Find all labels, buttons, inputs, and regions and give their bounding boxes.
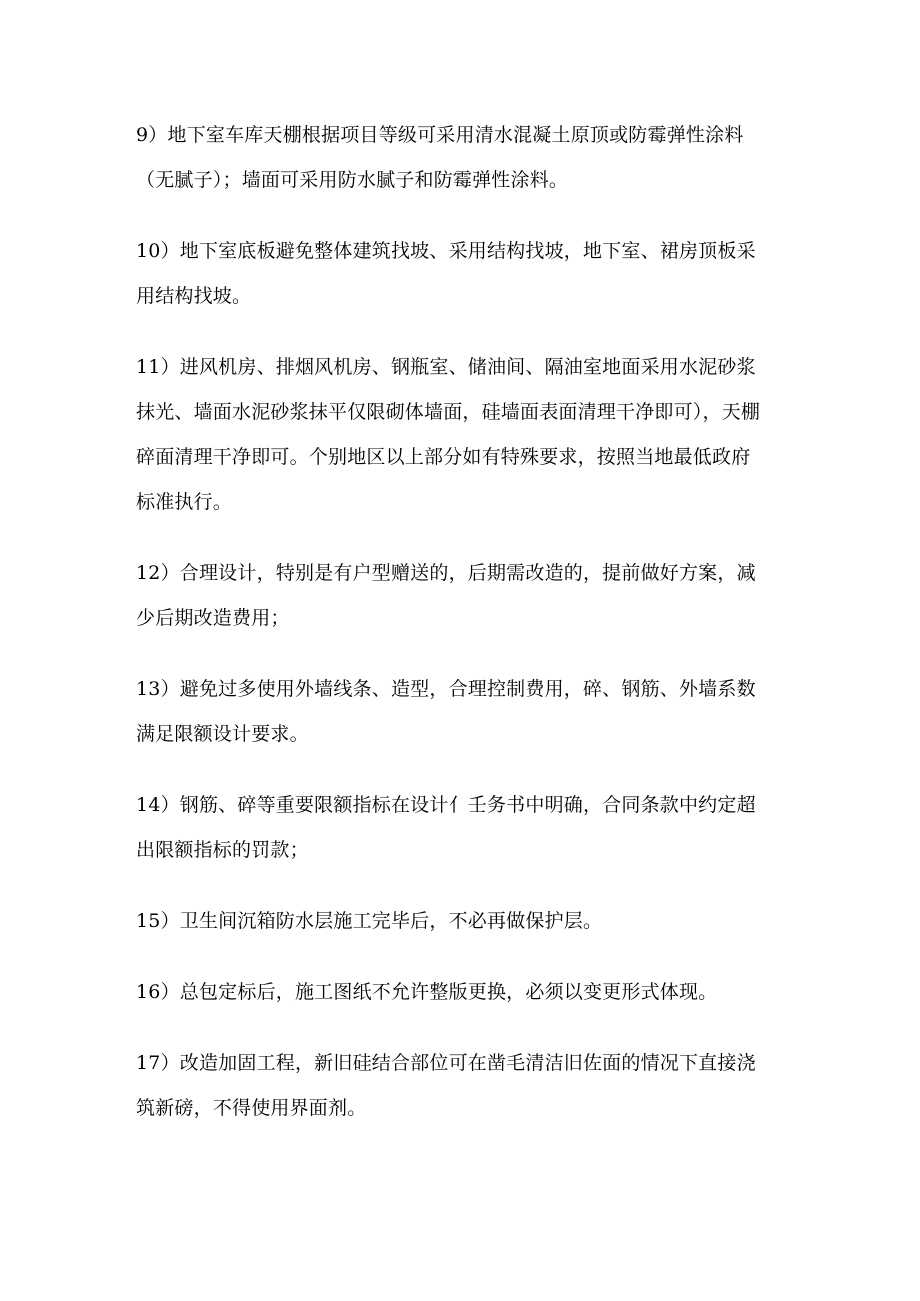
paragraph-line: （无腻子）；墙面可采用防水腻子和防霉弹性涂料。 <box>136 169 569 191</box>
list-item-11 <box>136 345 786 525</box>
paragraph-line: 14）钢筋、碎等重要限额指标在设计亻壬务书中明确，合同条款中约定超 <box>136 794 756 816</box>
paragraph-line: 标准执行。 <box>136 491 233 513</box>
paragraph-line: 17）改造加固工程，新旧硅结合部位可在凿毛清洁旧佐面的情况下直接浇 <box>136 1052 756 1074</box>
paragraph-line: 出限额指标的罚款； <box>136 839 309 861</box>
list-item-9 <box>136 113 786 203</box>
paragraph-gap <box>136 944 786 970</box>
list-item-15 <box>136 899 786 944</box>
paragraph-line: 10）地下室底板避免整体建筑找坡、采用结构找坡，地下室、裙房顶板采 <box>136 240 756 262</box>
paragraph-gap <box>136 203 786 229</box>
paragraph-gap <box>136 319 786 345</box>
paragraph-gap <box>136 1015 786 1041</box>
list-item-16 <box>136 970 786 1015</box>
paragraph-line: 满足限额设计要求。 <box>136 723 309 745</box>
paragraph-line: 15）卫生间沉箱防水层施工完毕后，不必再做保护层。 <box>136 910 603 932</box>
paragraph-gap <box>136 757 786 783</box>
paragraph-line: 13）避免过多使用外墙线条、造型，合理控制费用，碎、钢筋、外墙系数 <box>136 678 756 700</box>
list-item-17 <box>136 1041 786 1131</box>
paragraph-gap <box>136 873 786 899</box>
paragraph-line: 12）合理设计，特别是有户型赠送的，后期需改造的，提前做好方案，减 <box>136 562 756 584</box>
list-item-10 <box>136 229 786 319</box>
paragraph-line: 11）进风机房、排烟风机房、钢瓶室、储油间、隔油室地面采用水泥砂浆 <box>136 356 756 378</box>
list-item-13 <box>136 667 786 757</box>
paragraph-line: 9）地下室车库天棚根据项目等级可采用清水混凝土原顶或防霉弹性涂料 <box>136 124 744 146</box>
paragraph-line: 用结构找坡。 <box>136 285 252 307</box>
paragraph-line: 少后期改造费用； <box>136 607 290 629</box>
list-item-12 <box>136 551 786 641</box>
paragraph-line: 抹光、墙面水泥砂浆抹平仅限砌体墙面，硅墙面表面清理干净即可），天棚 <box>136 401 761 423</box>
paragraph-line: 16）总包定标后，施工图纸不允许整版更换，必须以变更形式体现。 <box>136 981 718 1003</box>
paragraph-line: 筑新磅，不得使用界面剂。 <box>136 1097 367 1119</box>
paragraph-line: 碎面清理干净即可。个别地区以上部分如有特殊要求，按照当地最低政府 <box>136 446 751 468</box>
document-body <box>136 113 786 1131</box>
paragraph-gap <box>136 525 786 551</box>
paragraph-gap <box>136 641 786 667</box>
list-item-14 <box>136 783 786 873</box>
